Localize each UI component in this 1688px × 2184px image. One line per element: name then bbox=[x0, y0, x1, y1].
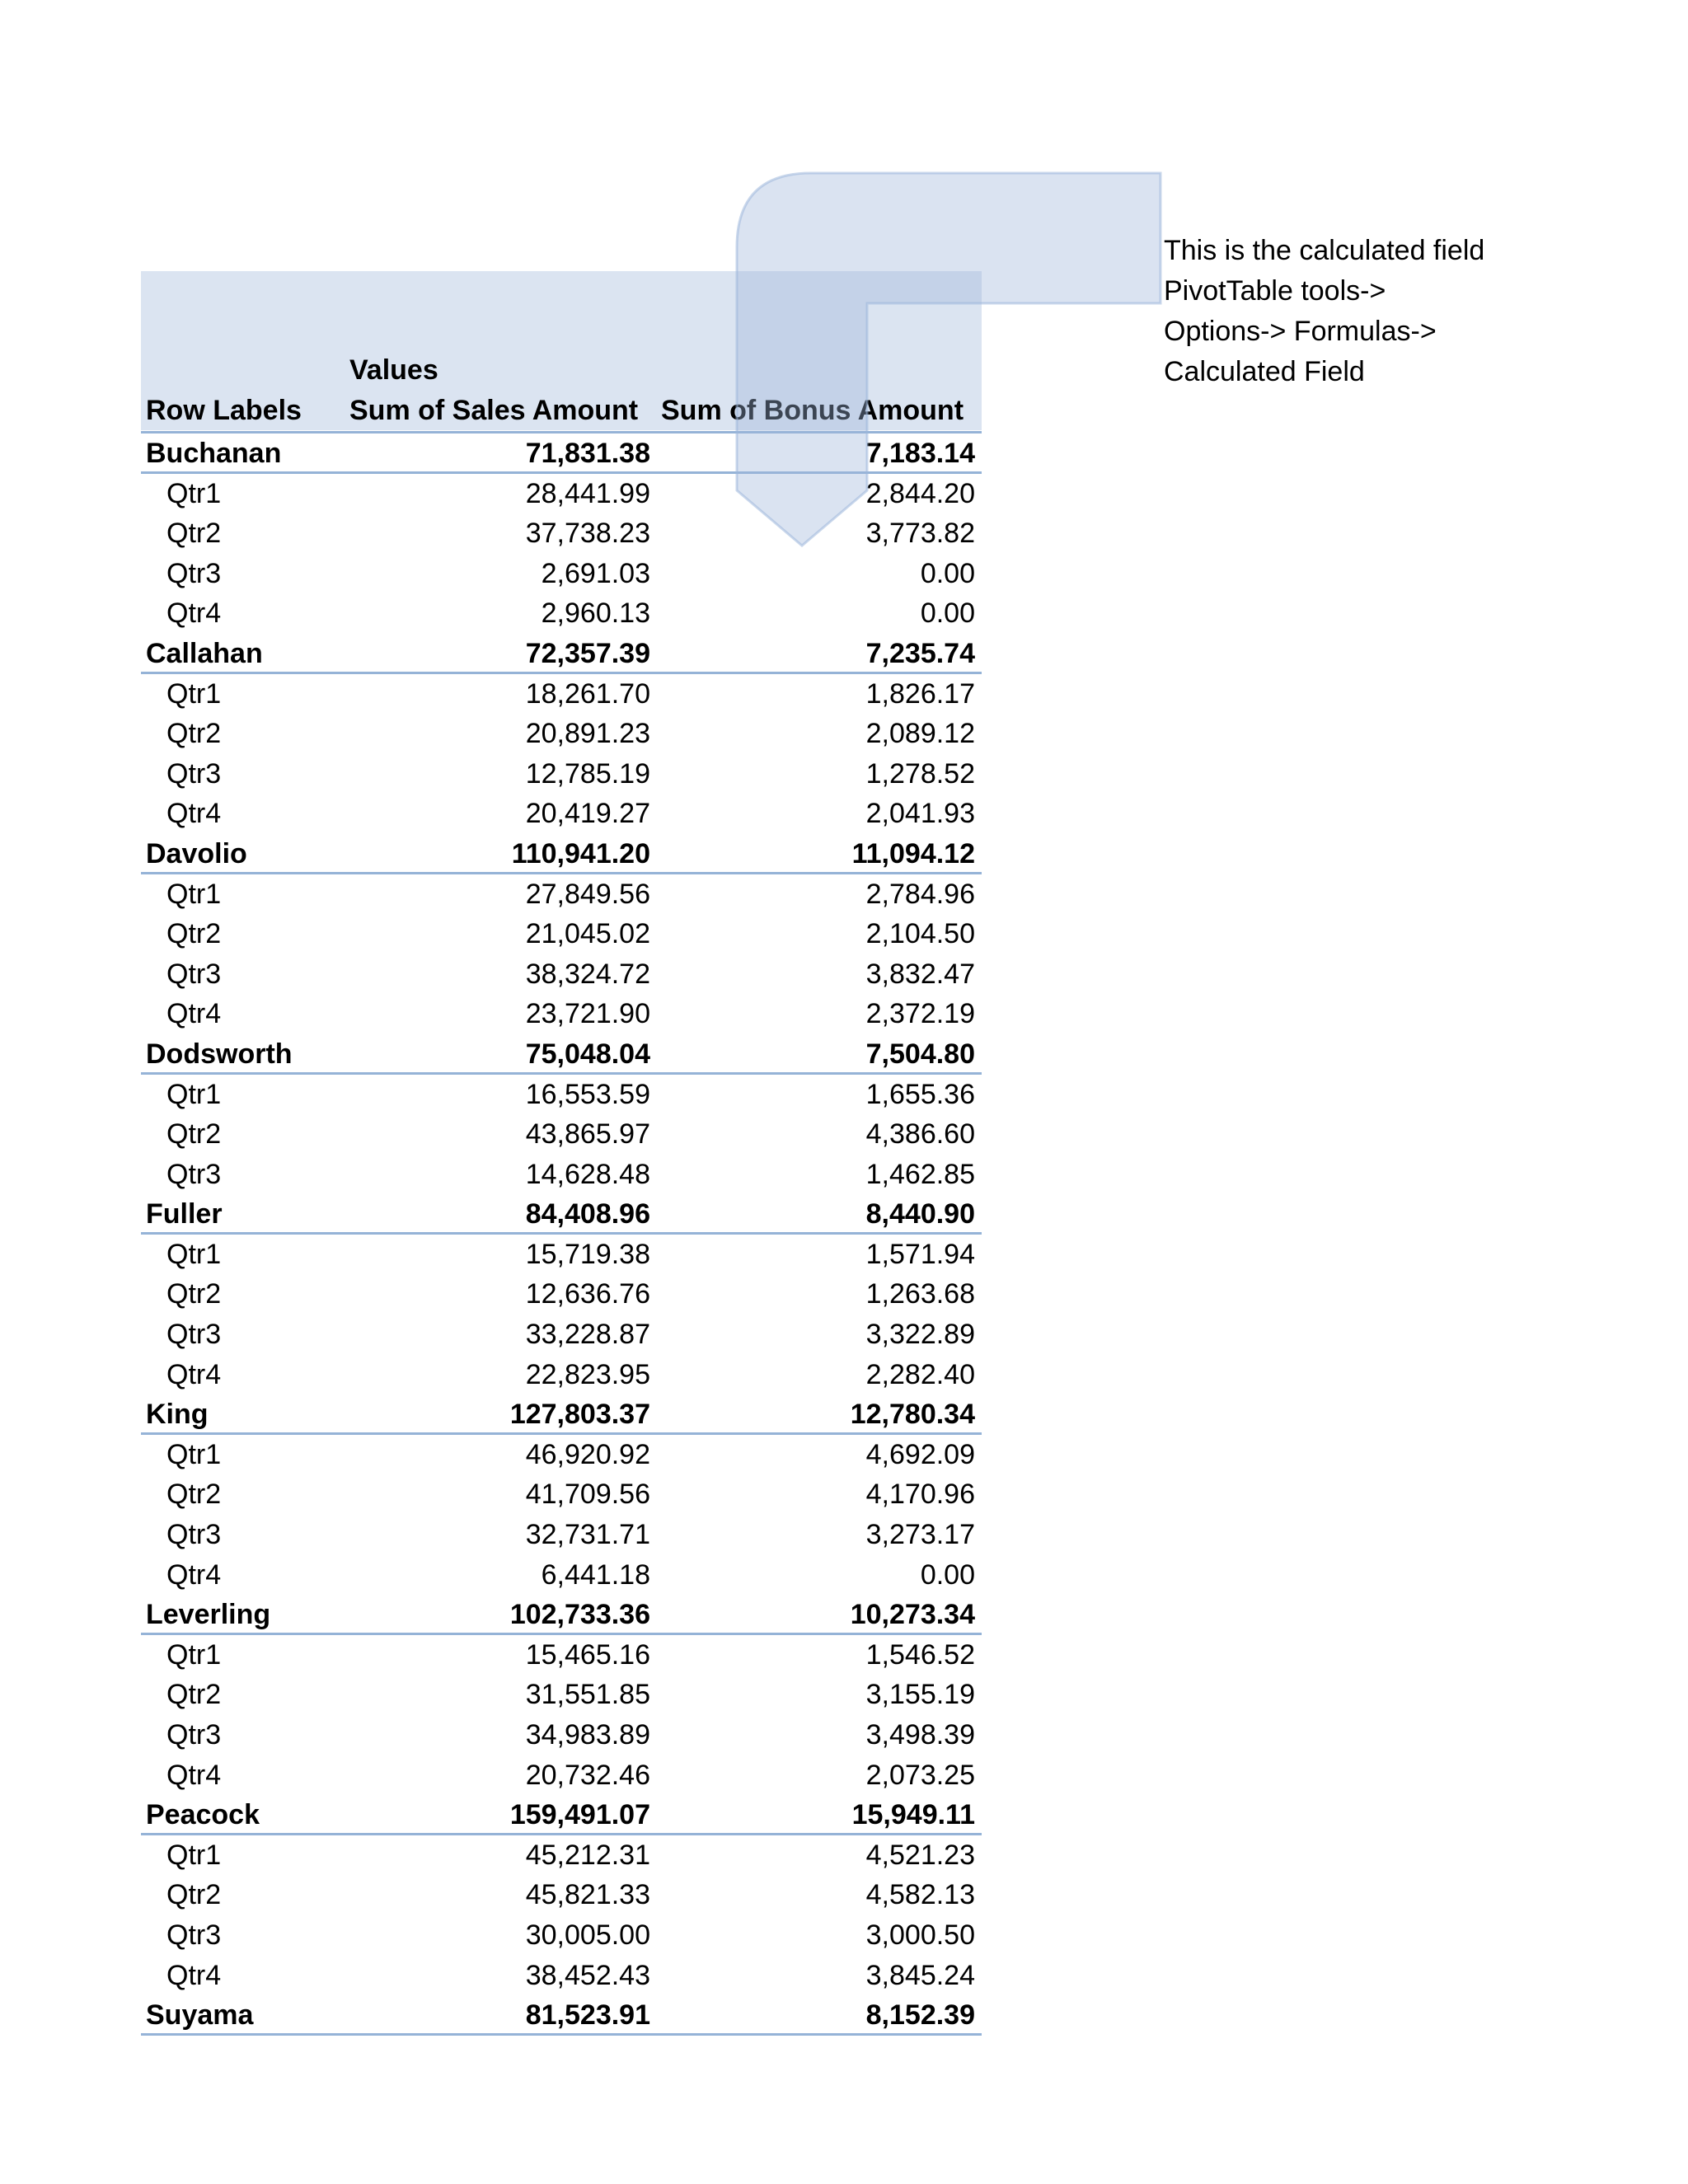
bonus-amount-cell[interactable]: 3,845.24 bbox=[865, 1959, 975, 1991]
row-label[interactable]: Qtr2 bbox=[166, 718, 222, 750]
bonus-amount-cell[interactable]: 1,462.85 bbox=[865, 1158, 975, 1190]
row-label[interactable]: King bbox=[146, 1399, 209, 1431]
bonus-amount-cell[interactable]: 7,235.74 bbox=[865, 637, 975, 669]
bonus-amount-cell[interactable]: 8,440.90 bbox=[865, 1198, 975, 1230]
sales-amount-cell[interactable]: 110,941.20 bbox=[511, 837, 650, 869]
sales-column-header[interactable]: Sum of Sales Amount bbox=[349, 395, 639, 426]
bonus-amount-cell[interactable]: 4,386.60 bbox=[865, 1118, 975, 1151]
sales-amount-cell[interactable]: 84,408.96 bbox=[525, 1198, 650, 1230]
row-label[interactable]: Qtr3 bbox=[166, 1319, 222, 1351]
sales-amount-cell[interactable]: 41,709.56 bbox=[525, 1479, 650, 1511]
sales-amount-cell[interactable]: 45,212.31 bbox=[525, 1839, 650, 1871]
sales-amount-cell[interactable]: 20,419.27 bbox=[525, 798, 650, 830]
sales-amount-cell[interactable]: 75,048.04 bbox=[525, 1038, 650, 1070]
sales-amount-cell[interactable]: 34,983.89 bbox=[525, 1719, 650, 1750]
sales-amount-cell[interactable]: 14,628.48 bbox=[525, 1158, 650, 1190]
row-label[interactable]: Qtr3 bbox=[166, 557, 222, 589]
bonus-amount-cell[interactable]: 3,000.50 bbox=[865, 1919, 975, 1951]
row-label[interactable]: Qtr2 bbox=[166, 1118, 222, 1151]
sales-amount-cell[interactable]: 15,719.38 bbox=[525, 1238, 650, 1270]
bonus-amount-cell[interactable]: 1,263.68 bbox=[865, 1278, 975, 1310]
bonus-amount-cell[interactable]: 7,504.80 bbox=[865, 1038, 975, 1070]
bonus-amount-cell[interactable]: 1,278.52 bbox=[865, 757, 975, 790]
bonus-amount-cell[interactable]: 2,372.19 bbox=[865, 998, 975, 1030]
row-label[interactable]: Qtr3 bbox=[166, 1719, 222, 1750]
bonus-amount-cell[interactable]: 2,073.25 bbox=[865, 1759, 975, 1791]
bonus-amount-cell[interactable]: 4,582.13 bbox=[865, 1879, 975, 1911]
sales-amount-cell[interactable]: 27,849.56 bbox=[525, 878, 650, 910]
bonus-amount-cell[interactable]: 2,784.96 bbox=[865, 878, 975, 910]
row-label[interactable]: Qtr2 bbox=[166, 1278, 222, 1310]
row-label[interactable]: Fuller bbox=[146, 1198, 223, 1230]
row-label[interactable]: Qtr2 bbox=[166, 518, 222, 550]
row-label[interactable]: Leverling bbox=[146, 1599, 271, 1631]
bonus-amount-cell[interactable]: 0.00 bbox=[920, 1558, 975, 1591]
bonus-amount-cell[interactable]: 7,183.14 bbox=[865, 438, 975, 469]
row-label[interactable]: Qtr1 bbox=[166, 1238, 222, 1270]
bonus-amount-cell[interactable]: 3,773.82 bbox=[865, 518, 975, 550]
row-label[interactable]: Qtr4 bbox=[166, 998, 222, 1030]
row-label[interactable]: Suyama bbox=[146, 1999, 254, 2032]
sales-amount-cell[interactable]: 6,441.18 bbox=[541, 1558, 650, 1591]
sales-amount-cell[interactable]: 38,324.72 bbox=[525, 958, 650, 990]
sales-amount-cell[interactable]: 32,731.71 bbox=[525, 1519, 650, 1551]
sales-amount-cell[interactable]: 72,357.39 bbox=[525, 637, 650, 669]
sales-amount-cell[interactable]: 127,803.37 bbox=[509, 1399, 650, 1431]
bonus-amount-cell[interactable]: 3,322.89 bbox=[865, 1319, 975, 1351]
sales-amount-cell[interactable]: 45,821.33 bbox=[525, 1879, 650, 1911]
row-label[interactable]: Qtr4 bbox=[166, 1358, 222, 1390]
bonus-amount-cell[interactable]: 4,521.23 bbox=[865, 1839, 975, 1871]
bonus-amount-cell[interactable]: 0.00 bbox=[920, 557, 975, 589]
row-label[interactable]: Qtr3 bbox=[166, 1919, 222, 1951]
row-label[interactable]: Qtr3 bbox=[166, 1158, 222, 1190]
sales-amount-cell[interactable]: 2,691.03 bbox=[541, 557, 650, 589]
sales-amount-cell[interactable]: 43,865.97 bbox=[525, 1118, 650, 1151]
sales-amount-cell[interactable]: 20,891.23 bbox=[525, 718, 650, 750]
bonus-amount-cell[interactable]: 4,170.96 bbox=[865, 1479, 975, 1511]
row-label[interactable]: Qtr4 bbox=[166, 798, 222, 830]
bonus-amount-cell[interactable]: 10,273.34 bbox=[850, 1599, 975, 1631]
bonus-amount-cell[interactable]: 11,094.12 bbox=[851, 837, 975, 869]
bonus-amount-cell[interactable]: 15,949.11 bbox=[851, 1799, 975, 1831]
sales-amount-cell[interactable]: 2,960.13 bbox=[541, 598, 650, 630]
sales-amount-cell[interactable]: 71,831.38 bbox=[525, 438, 650, 469]
row-label[interactable]: Davolio bbox=[146, 837, 247, 869]
sales-amount-cell[interactable]: 20,732.46 bbox=[525, 1759, 650, 1791]
row-label[interactable]: Qtr3 bbox=[166, 958, 222, 990]
sales-amount-cell[interactable]: 46,920.92 bbox=[525, 1438, 650, 1470]
bonus-amount-cell[interactable]: 3,498.39 bbox=[865, 1719, 975, 1750]
values-label: Values bbox=[349, 354, 438, 386]
row-label[interactable]: Qtr4 bbox=[166, 1558, 222, 1591]
sales-amount-cell[interactable]: 21,045.02 bbox=[525, 918, 650, 950]
sales-amount-cell[interactable]: 31,551.85 bbox=[525, 1679, 650, 1711]
row-label[interactable]: Dodsworth bbox=[146, 1038, 293, 1070]
callout-line: Calculated Field bbox=[1164, 356, 1365, 387]
bonus-amount-cell[interactable]: 1,571.94 bbox=[865, 1238, 975, 1270]
row-label[interactable]: Qtr2 bbox=[166, 1479, 222, 1511]
row-label[interactable]: Buchanan bbox=[146, 438, 282, 469]
sales-amount-cell[interactable]: 12,785.19 bbox=[525, 757, 650, 790]
bonus-amount-cell[interactable]: 3,832.47 bbox=[865, 958, 975, 990]
bonus-amount-cell[interactable]: 0.00 bbox=[920, 598, 975, 630]
bonus-amount-cell[interactable]: 1,826.17 bbox=[865, 677, 975, 710]
bonus-amount-cell[interactable]: 8,152.39 bbox=[865, 1999, 975, 2032]
row-label[interactable]: Qtr4 bbox=[166, 598, 222, 630]
bonus-amount-cell[interactable]: 2,282.40 bbox=[865, 1358, 975, 1390]
row-label[interactable]: Qtr2 bbox=[166, 918, 222, 950]
row-label[interactable]: Callahan bbox=[146, 637, 263, 669]
sales-amount-cell[interactable]: 23,721.90 bbox=[525, 998, 650, 1030]
calculated-field-note bbox=[1164, 231, 1576, 392]
sales-amount-cell[interactable]: 16,553.59 bbox=[525, 1078, 650, 1110]
sales-amount-cell[interactable]: 28,441.99 bbox=[525, 477, 650, 509]
callout-line: This is the calculated field bbox=[1164, 235, 1485, 266]
row-label[interactable]: Qtr1 bbox=[166, 477, 222, 509]
bonus-amount-cell[interactable]: 12,780.34 bbox=[850, 1399, 975, 1431]
bonus-amount-cell[interactable]: 2,041.93 bbox=[865, 798, 975, 830]
callout-line: PivotTable tools-> bbox=[1164, 275, 1386, 307]
bonus-amount-cell[interactable]: 1,546.52 bbox=[865, 1638, 975, 1671]
sales-amount-cell[interactable]: 30,005.00 bbox=[525, 1919, 650, 1951]
bonus-amount-cell[interactable]: 4,692.09 bbox=[865, 1438, 975, 1470]
row-label[interactable]: Qtr1 bbox=[166, 677, 222, 710]
callout-line: Options-> Formulas-> bbox=[1164, 316, 1437, 347]
row-label[interactable]: Qtr1 bbox=[166, 1638, 222, 1671]
sales-amount-cell[interactable]: 159,491.07 bbox=[509, 1799, 650, 1831]
row-label[interactable]: Peacock bbox=[146, 1799, 260, 1831]
bonus-amount-cell[interactable]: 2,844.20 bbox=[865, 477, 975, 509]
row-label[interactable]: Qtr3 bbox=[166, 1519, 222, 1551]
row-label[interactable]: Qtr1 bbox=[166, 1839, 222, 1871]
sales-amount-cell[interactable]: 18,261.70 bbox=[525, 677, 650, 710]
row-label[interactable]: Qtr1 bbox=[166, 1438, 222, 1470]
bonus-amount-cell[interactable]: 3,155.19 bbox=[865, 1679, 975, 1711]
row-label[interactable]: Qtr2 bbox=[166, 1879, 222, 1911]
row-label[interactable]: Qtr1 bbox=[166, 878, 222, 910]
bonus-amount-cell[interactable]: 2,089.12 bbox=[865, 718, 975, 750]
sales-amount-cell[interactable]: 37,738.23 bbox=[525, 518, 650, 550]
sales-amount-cell[interactable]: 33,228.87 bbox=[525, 1319, 650, 1351]
row-labels-header[interactable]: Row Labels bbox=[146, 395, 302, 426]
row-label[interactable]: Qtr4 bbox=[166, 1959, 222, 1991]
bonus-amount-cell[interactable]: 3,273.17 bbox=[865, 1519, 975, 1551]
sales-amount-cell[interactable]: 15,465.16 bbox=[525, 1638, 650, 1671]
sales-amount-cell[interactable]: 22,823.95 bbox=[525, 1358, 650, 1390]
row-label[interactable]: Qtr3 bbox=[166, 757, 222, 790]
bonus-column-header[interactable]: Sum of Bonus Amount bbox=[661, 395, 964, 426]
row-label[interactable]: Qtr4 bbox=[166, 1759, 222, 1791]
sales-amount-cell[interactable]: 81,523.91 bbox=[525, 1999, 650, 2032]
sales-amount-cell[interactable]: 38,452.43 bbox=[525, 1959, 650, 1991]
bonus-amount-cell[interactable]: 1,655.36 bbox=[865, 1078, 975, 1110]
sales-amount-cell[interactable]: 12,636.76 bbox=[525, 1278, 650, 1310]
row-label[interactable]: Qtr1 bbox=[166, 1078, 222, 1110]
row-label[interactable]: Qtr2 bbox=[166, 1679, 222, 1711]
bonus-amount-cell[interactable]: 2,104.50 bbox=[865, 918, 975, 950]
sales-amount-cell[interactable]: 102,733.36 bbox=[509, 1599, 650, 1631]
